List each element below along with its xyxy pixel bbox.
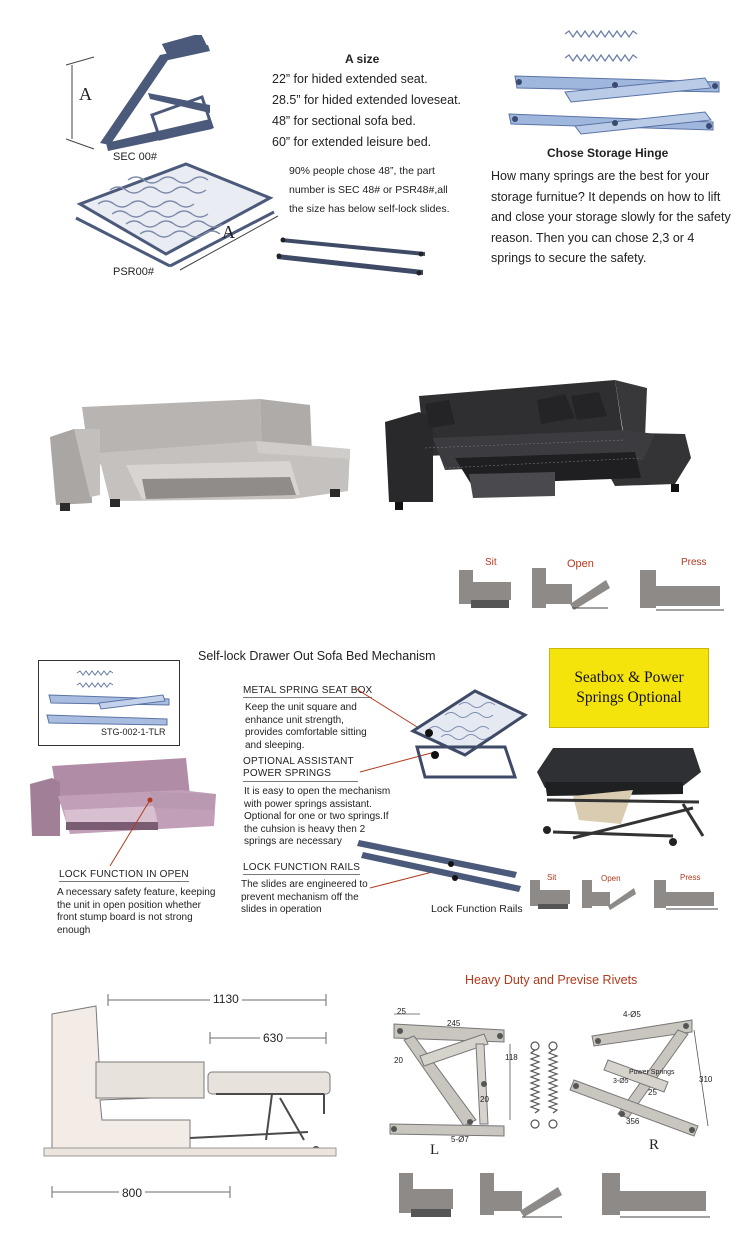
left-dim-118: 118: [505, 1053, 518, 1062]
lock-open-text: A necessary safety feature, keeping the unit in open position whether front stump board is not strong enough: [57, 887, 216, 936]
dimension-label-a-lower: A: [222, 222, 235, 242]
state-label-sit-small: Sit: [547, 873, 557, 882]
state-icon-press-bottom: [600, 1165, 715, 1223]
seat-box-drawing: [405, 685, 530, 785]
lock-open-heading: LOCK FUNCTION IN OPEN: [59, 869, 189, 880]
left-dim-rivets: 5-Ø7: [451, 1135, 469, 1144]
right-power-springs-label: Power Springs: [629, 1069, 675, 1076]
state-icon-sit: [455, 560, 520, 615]
black-sofa-photo: [385, 378, 695, 518]
right-dim-25: 25: [648, 1088, 657, 1097]
right-dim-3-holes: 3-Ø5: [613, 1078, 629, 1085]
state-label-sit: Sit: [485, 557, 497, 568]
slide-rails-drawing: [275, 230, 435, 280]
hinge-left-label: L: [430, 1142, 440, 1158]
lock-rails-caption: Lock Function Rails: [431, 903, 523, 915]
psr-frame-drawing: [70, 158, 285, 273]
storage-hinge-title: Chose Storage Hinge: [547, 146, 669, 160]
state-label-open-small: Open: [601, 874, 621, 883]
size-item-4: 60” for extended leisure bed.: [272, 135, 432, 149]
state-label-open: Open: [567, 558, 594, 570]
right-dim-310: 310: [699, 1075, 713, 1084]
a-size-note: 90% people chose 48”, the part number is SEC 48# or PSR48#,all the size has below self-lock slides.: [289, 165, 450, 215]
dimension-overall: 1130: [210, 992, 242, 1006]
hinge-right-label: R: [649, 1137, 660, 1153]
size-item-2: 28.5” for hided extended loveseat.: [272, 93, 462, 107]
gray-sofa-photo: [50, 395, 360, 515]
left-dim-20-a: 20: [394, 1056, 403, 1065]
state-icon-sit-bottom: [395, 1165, 460, 1223]
size-item-3: 48” for sectional sofa bed.: [272, 114, 416, 128]
state-icon-press: [638, 560, 728, 615]
right-dim-356: 356: [626, 1117, 640, 1126]
seatbox-banner-text: Seatbox & Power Springs Optional: [574, 669, 684, 706]
left-dim-245: 245: [447, 1019, 461, 1028]
storage-hinge-text: How many springs are the best for your storage furnitue? It depends on how to lift and close your storage slowly for the safety reason. Then you can chose 2,3 or 4 springs to secure the safety.: [491, 169, 731, 265]
power-springs-text: It is easy to open the mechanism with power springs assistant. Optional for one or two springs.If the cuhsion is heavy then 2 springs are necessary: [244, 786, 391, 847]
dimension-label-a-upper: A: [79, 84, 92, 104]
power-springs-heading: OPTIONAL ASSISTANT POWER SPRINGS: [243, 756, 358, 782]
lock-rails-heading: LOCK FUNCTION RAILS: [243, 862, 361, 873]
right-dim-4-holes: 4-Ø5: [623, 1010, 641, 1019]
seat-box-text: Keep the unit square and enhance unit strength, provides comfortable sitting and sleeping.: [245, 702, 367, 751]
seat-box-heading: METAL SPRING SEAT BOX: [243, 685, 373, 696]
lock-rails-drawing: [355, 830, 525, 900]
dimension-depth: 800: [119, 1186, 145, 1200]
side-profile-drawing: [40, 990, 340, 1170]
part-number-label: STG-002-1-TLR: [101, 727, 166, 737]
rivets-title: Heavy Duty and Previse Rivets: [465, 973, 638, 987]
state-icon-open-bottom: [478, 1165, 568, 1223]
mechanism-title: Self-lock Drawer Out Sofa Bed Mechanism: [198, 649, 436, 663]
state-label-press: Press: [681, 557, 707, 568]
dimension-extension: 630: [260, 1031, 286, 1045]
left-dim-20-b: 20: [480, 1095, 489, 1104]
left-dim-25: 25: [397, 1007, 406, 1016]
springs-drawing: [525, 1040, 565, 1130]
size-item-1: 22” for hided extended seat.: [272, 72, 428, 86]
storage-hinge-drawing: [505, 22, 730, 140]
part-label-psr: PSR00#: [113, 266, 154, 278]
mechanism-with-cushion-photo: [533, 742, 733, 854]
a-size-heading: A size: [345, 52, 380, 66]
state-label-press-small: Press: [680, 873, 701, 882]
lock-rails-text: The slides are engineered to prevent mechanism off the slides in operation: [241, 879, 368, 915]
part-label-sec: SEC 00#: [113, 151, 158, 163]
